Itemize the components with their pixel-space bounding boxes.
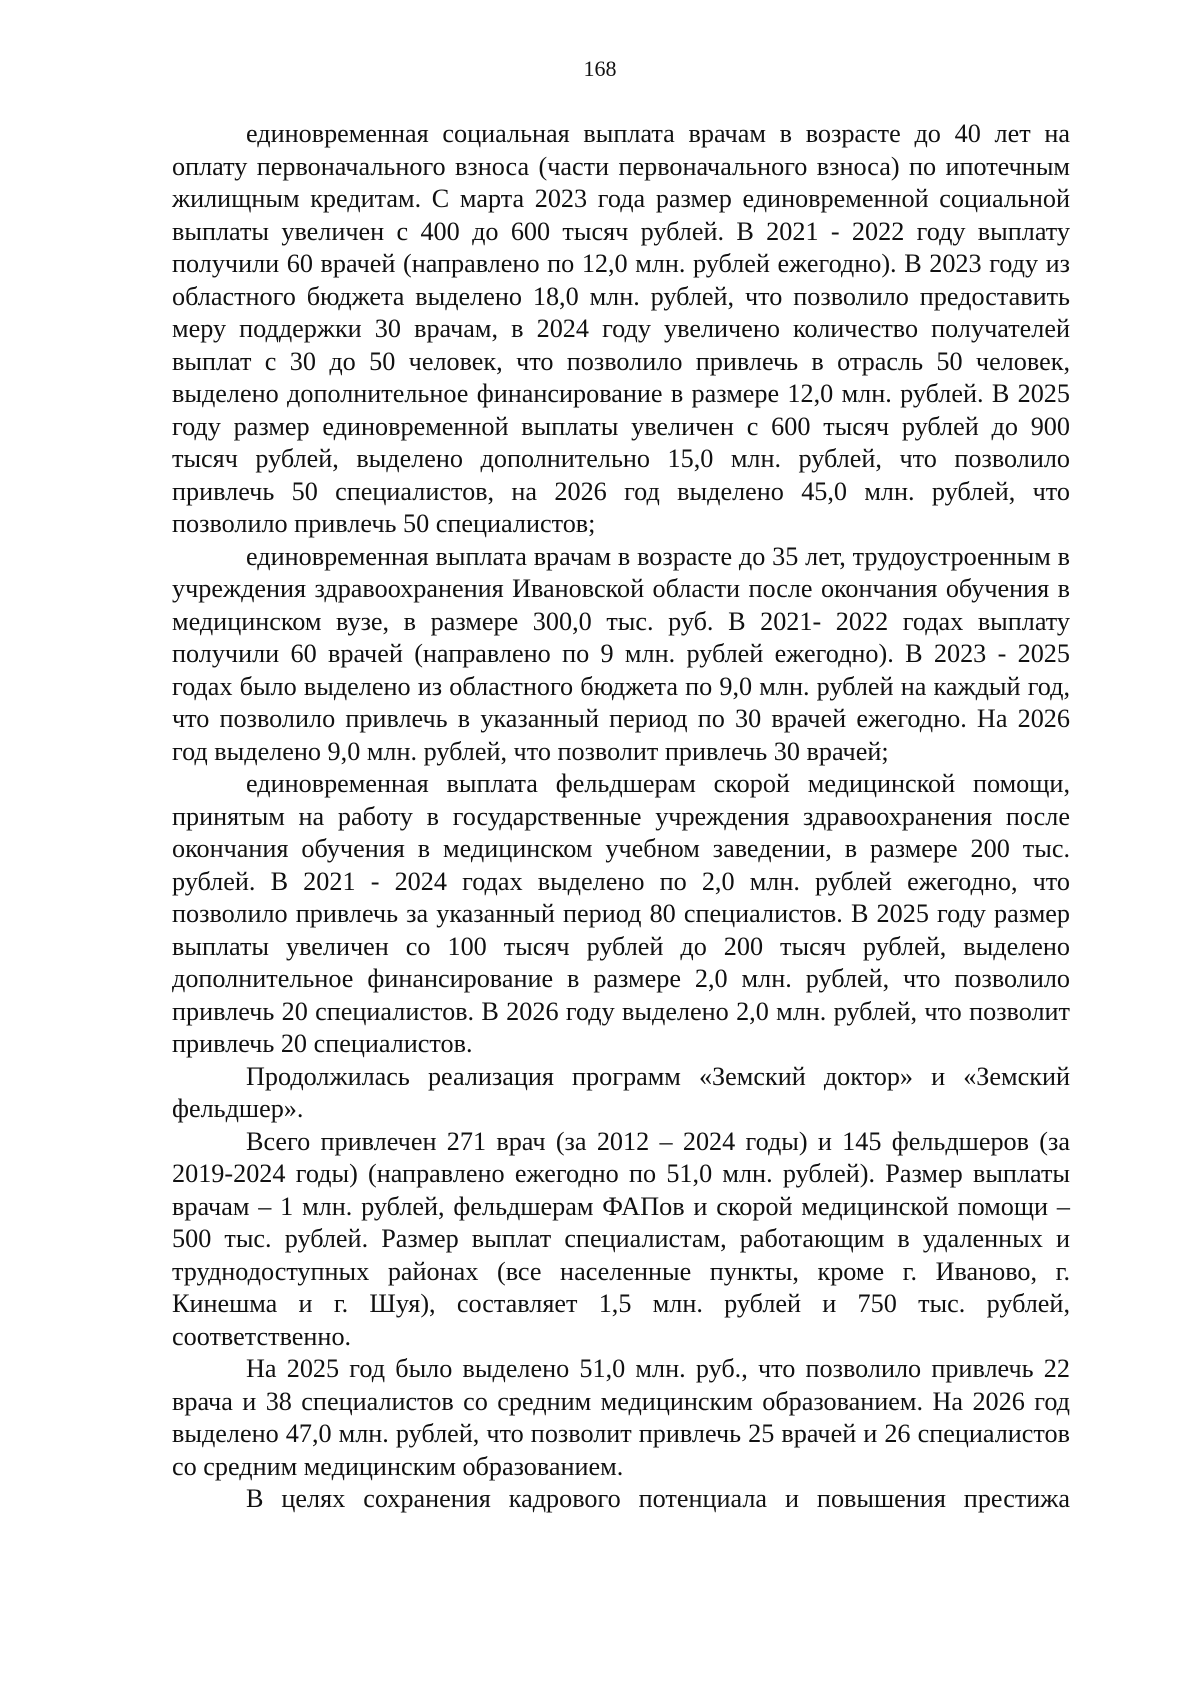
page-number: 168 — [583, 56, 617, 81]
paragraph-2025-2026-funding: На 2025 год было выделено 51,0 млн. руб., что позволило привлечь 22 врача и 38 специалистов со средним медицинским образованием. На 2026 год выделено 47,0 млн. рублей, что позволит привлечь 25 врачей и 26 специалистов со средним медицинским образованием. — [172, 1354, 1070, 1481]
paragraph-staff-retention: В целях сохранения кадрового потенциала и повышения престижа — [246, 1484, 1070, 1513]
document-body — [172, 118, 1070, 1516]
paragraph-attracted-totals: Всего привлечен 271 врач (за 2012 – 2024 годы) и 145 фельдшеров (за 2019-2024 годы) (направлено ежегодно по 51,0 млн. рублей). Размер выплаты врачам – 1 млн. рублей, фельдшерам ФАПов и скорой медицинской помощи – 500 тыс. рублей. Размер выплат специалистам, работающим в удаленных и труднодоступных районах (все населенные пункты, кроме г. Иваново, г. Кинешма и г. Шуя), составляет 1,5 млн. рублей и 750 тыс. рублей, соответственно. — [172, 1126, 1070, 1351]
paragraph-young-doctors-payment: единовременная выплата врачам в возрасте до 35 лет, трудоустроенным в учреждения здравоохранения Ивановской области после окончания обучения в медицинском вузе, в размере 300,0 тыс. руб. В 2021- 2022 годах выплату получили 60 врачей (направлено по 9 млн. рублей ежегодно). В 2023 - 2025 годах было выделено из областного бюджета по 9,0 млн. рублей на каждый год, что позволило привлечь в указанный период по 30 врачей ежегодно. На 2026 год выделено 9,0 млн. рублей, что позволит привлечь 30 врачей; — [172, 541, 1070, 766]
paragraph-zemsky-programs: Продолжилась реализация программ «Земский доктор» и «Земский фельдшер». — [172, 1061, 1070, 1123]
paragraph-paramedics-payment: единовременная выплата фельдшерам скорой медицинской помощи, принятым на работу в государственные учреждения здравоохранения после окончания обучения в медицинском учебном заведении, в размере 200 тыс. рублей. В 2021 - 2024 годах выделено по 2,0 млн. рублей ежегодно, что позволило привлечь за указанный период 80 специалистов. В 2025 году размер выплаты увеличен со 100 тысяч рублей до 200 тысяч рублей, выделено дополнительное финансирование в размере 2,0 млн. рублей, что позволило привлечь 20 специалистов. В 2026 году выделено 2,0 млн. рублей, что позволит привлечь 20 специалистов. — [172, 769, 1070, 1058]
paragraph-mortgage-payment: единовременная социальная выплата врачам в возрасте до 40 лет на оплату первоначального взноса (части первоначального взноса) по ипотечным жилищным кредитам. С марта 2023 года размер единовременной социальной выплаты увеличен с 400 до 600 тысяч рублей. В 2021 - 2022 году выплату получили 60 врачей (направлено по 12,0 млн. рублей ежегодно). В 2023 году из областного бюджета выделено 18,0 млн. рублей, что позволило предоставить меру поддержки 30 врачам, в 2024 году увеличено количество получателей выплат с 30 до 50 человек, что позволило привлечь в отрасль 50 человек, выделено дополнительное финансирование в размере 12,0 млн. рублей. В 2025 году размер единовременной выплаты увеличен с 600 тысяч рублей до 900 тысяч рублей, выделено дополнительно 15,0 млн. рублей, что позволило привлечь 50 специалистов, на 2026 год выделено 45,0 млн. рублей, что позволило привлечь 50 специалистов; — [172, 119, 1070, 538]
